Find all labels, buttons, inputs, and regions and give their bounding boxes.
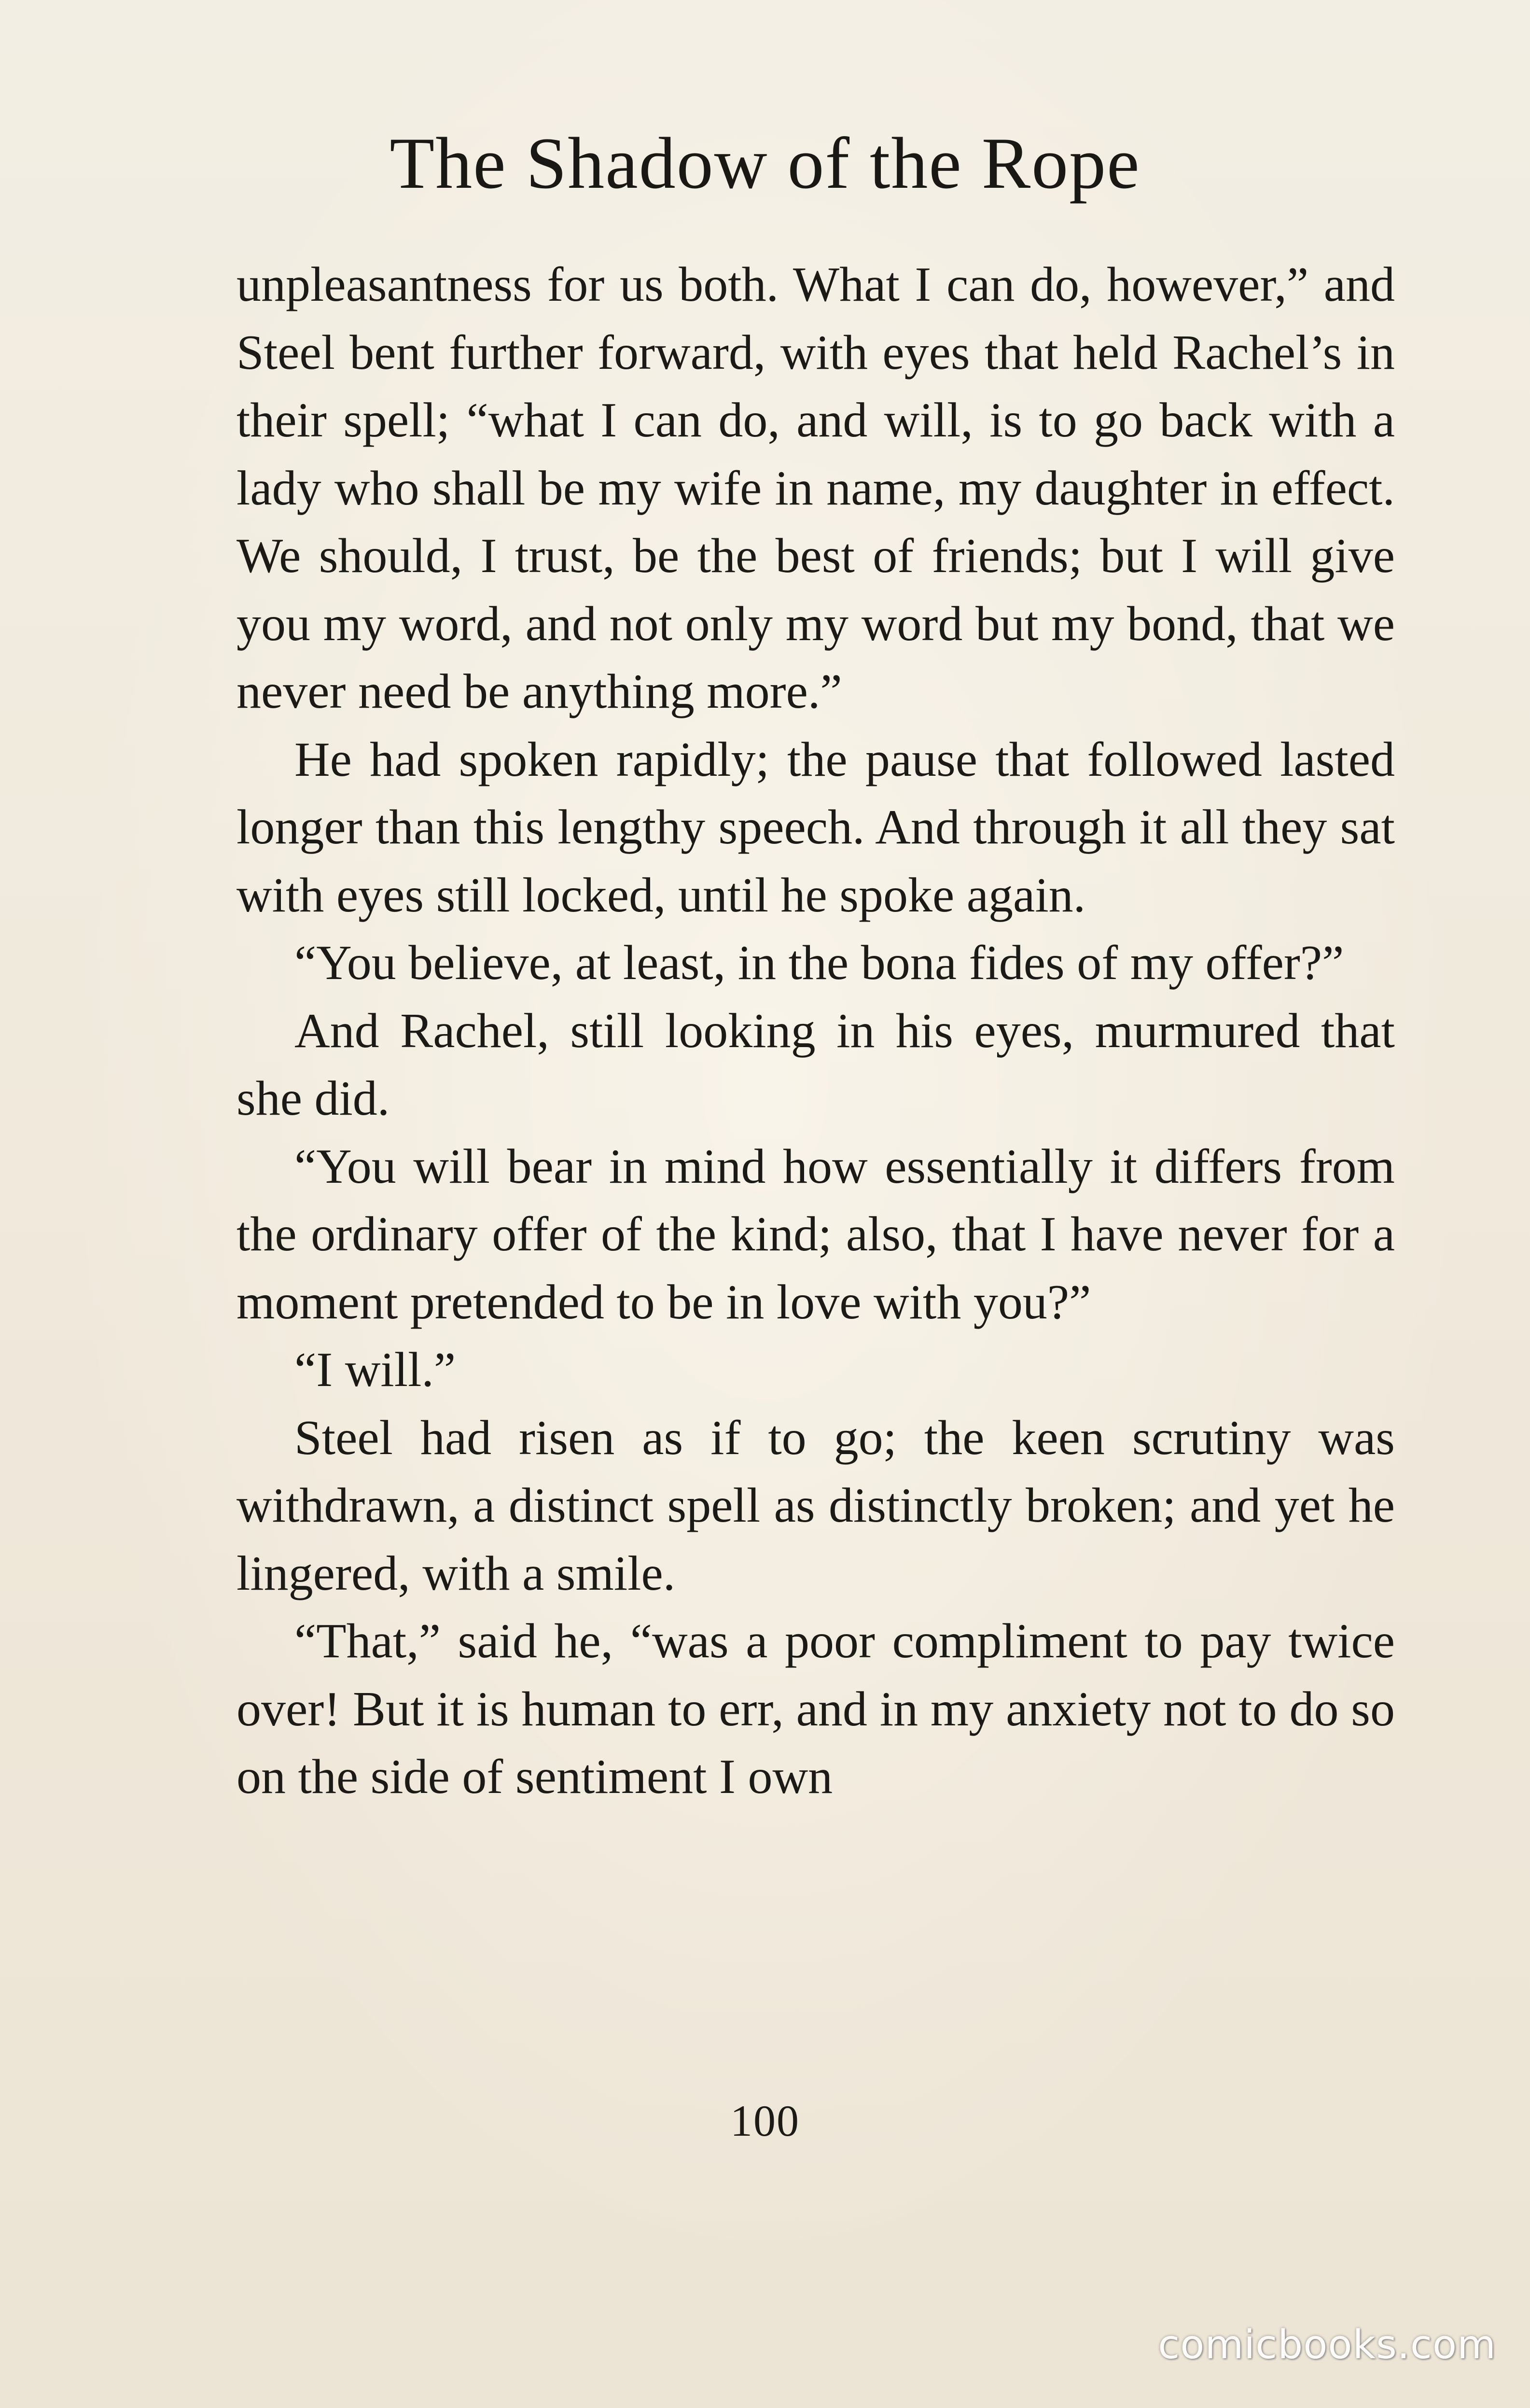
paragraph: “I will.” — [294, 1343, 456, 1397]
paragraph: “You will bear in mind how essentially it differs from the ordinary offer of the kind; also, that I have never for a moment pretended to be in love with you?” — [236, 1139, 1395, 1330]
paragraph-continued: unpleasantness for us both. What I can do, however,” and Steel bent further forward, with eyes that held Rachel’s in their spell; “what I can do, and will, is to go back with a lady who shall be my wife in name, my daughter in effect. We should, I trust, be the best of friends; but I will give you my word, and not only my word but my bond, that we never need be anything more.” — [236, 257, 1395, 719]
paragraph: And Rachel, still looking in his eyes, murmured that she did. — [236, 1003, 1395, 1126]
paragraph: “That,” said he, “was a poor compliment to pay twice over! But it is human to err, and in my anxiety not to do so on the side of sentiment I own — [236, 1614, 1395, 1804]
watermark: comicbooks.com — [1158, 2322, 1496, 2368]
paragraph: “You believe, at least, in the bona fides of my offer?” — [294, 936, 1344, 990]
page-number: 100 — [730, 2096, 800, 2145]
paragraph: Steel had risen as if to go; the keen scrutiny was withdrawn, a distinct spell as distinctly broken; and yet he lingered, with a smile. — [236, 1410, 1395, 1601]
body-text — [236, 251, 1395, 1811]
running-head: The Shadow of the Rope — [389, 123, 1141, 204]
paragraph: He had spoken rapidly; the pause that followed lasted longer than this lengthy speech. And through it all they sat with eyes still locked, until he spoke again. — [236, 732, 1395, 923]
